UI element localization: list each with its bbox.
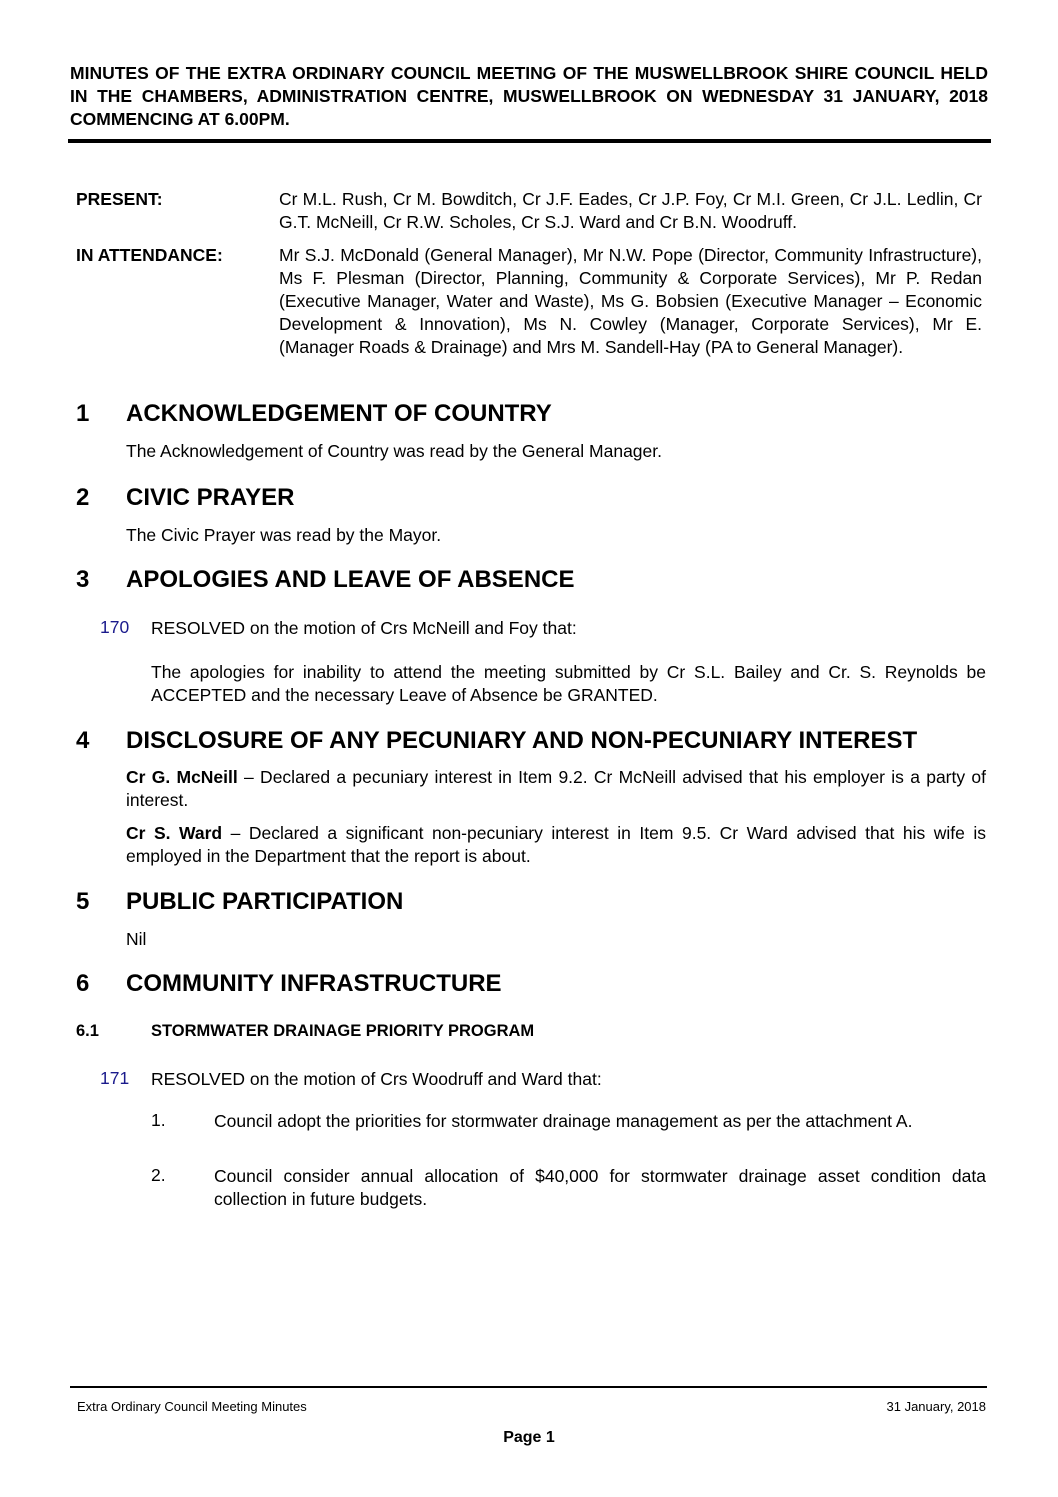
section-number: 5 — [76, 888, 90, 915]
section-title: PUBLIC PARTICIPATION — [126, 888, 404, 915]
councillor-name: Cr S. Ward — [126, 823, 223, 843]
section-title: APOLOGIES AND LEAVE OF ABSENCE — [126, 566, 575, 593]
councillor-name: Cr G. McNeill — [126, 767, 238, 787]
in-attendance-text: Mr S.J. McDonald (General Manager), Mr N.W. Pope (Director, Community Infrastructure), Ms F. Plesman (Director, Planning, Community & Corporate Services), Mr P. Redan (Executive Manager, Water and Waste), Ms G. Bobsien (Executive Manager – Economic Development & Innovation), Ms N. Cowley (Manager, Corporate Services), Mr E. (Manager Roads & Drainage) and Mrs M. Sandell-Hay (PA to General Manager). — [279, 245, 982, 357]
resolution-text: RESOLVED on the motion of Crs McNeill and Foy that: — [151, 618, 577, 638]
section-number: 1 — [76, 400, 90, 427]
section-5-text: Nil — [126, 929, 147, 949]
disclosure-text: – Declared a significant non-pecuniary interest in Item 9.5. Cr Ward advised that his wife is employed in the Department that the report is about. — [126, 823, 986, 866]
footer-divider — [70, 1386, 987, 1388]
footer-date: 31 January, 2018 — [886, 1399, 986, 1414]
in-attendance-label: IN ATTENDANCE: — [76, 245, 223, 265]
page-title: MINUTES OF THE EXTRA ORDINARY COUNCIL MEETING OF THE MUSWELLBROOK SHIRE COUNCIL HELD IN THE CHAMBERS, ADMINISTRATION CENTRE, MUSWELLBROOK ON WEDNESDAY 31 JANUARY, 2018 COMMENCING AT 6.00PM. — [70, 63, 988, 129]
subsection-number: 6.1 — [76, 1022, 99, 1040]
present-label: PRESENT: — [76, 189, 163, 209]
page-number: Page 1 — [503, 1429, 555, 1446]
list-item: Council adopt the priorities for stormwater drainage management as per the attachment A. — [214, 1111, 913, 1131]
resolution-text: RESOLVED on the motion of Crs Woodruff and Ward that: — [151, 1069, 602, 1089]
resolution-number: 170 — [100, 617, 130, 637]
section-number: 3 — [76, 566, 90, 593]
section-title: CIVIC PRAYER — [126, 484, 295, 511]
section-2-text: The Civic Prayer was read by the Mayor. — [126, 525, 442, 545]
resolution-number: 171 — [100, 1068, 130, 1088]
section-number: 2 — [76, 484, 90, 511]
present-text: Cr M.L. Rush, Cr M. Bowditch, Cr J.F. Eades, Cr J.P. Foy, Cr M.I. Green, Cr J.L. Ledlin, Cr G.T. McNeill, Cr R.W. Scholes, Cr S.J. Ward and Cr B.N. Woodruff. — [279, 189, 982, 232]
disclosure-mcneill — [126, 766, 986, 812]
section-number: 4 — [76, 727, 90, 754]
list-item-number: 1. — [151, 1110, 166, 1130]
disclosure-ward — [126, 822, 986, 868]
section-title: ACKNOWLEDGEMENT OF COUNTRY — [126, 400, 552, 427]
subsection-title: STORMWATER DRAINAGE PRIORITY PROGRAM — [151, 1022, 535, 1040]
disclosure-text: – Declared a pecuniary interest in Item 9.2. Cr McNeill advised that his employer is a party of interest. — [126, 767, 986, 810]
section-title: DISCLOSURE OF ANY PECUNIARY AND NON-PECUNIARY INTEREST — [126, 727, 918, 754]
footer-document-title: Extra Ordinary Council Meeting Minutes — [77, 1399, 307, 1414]
section-title: COMMUNITY INFRASTRUCTURE — [126, 970, 502, 997]
list-item: Council consider annual allocation of $40,000 for stormwater drainage asset condition data collection in future budgets. — [214, 1166, 986, 1209]
title-divider — [68, 139, 991, 143]
section-number: 6 — [76, 970, 90, 997]
section-1-text: The Acknowledgement of Country was read by the General Manager. — [126, 441, 662, 461]
resolution-body: The apologies for inability to attend the meeting submitted by Cr S.L. Bailey and Cr. S. Reynolds be ACCEPTED and the necessary Leave of Absence be GRANTED. — [151, 662, 986, 705]
list-item-number: 2. — [151, 1165, 166, 1185]
